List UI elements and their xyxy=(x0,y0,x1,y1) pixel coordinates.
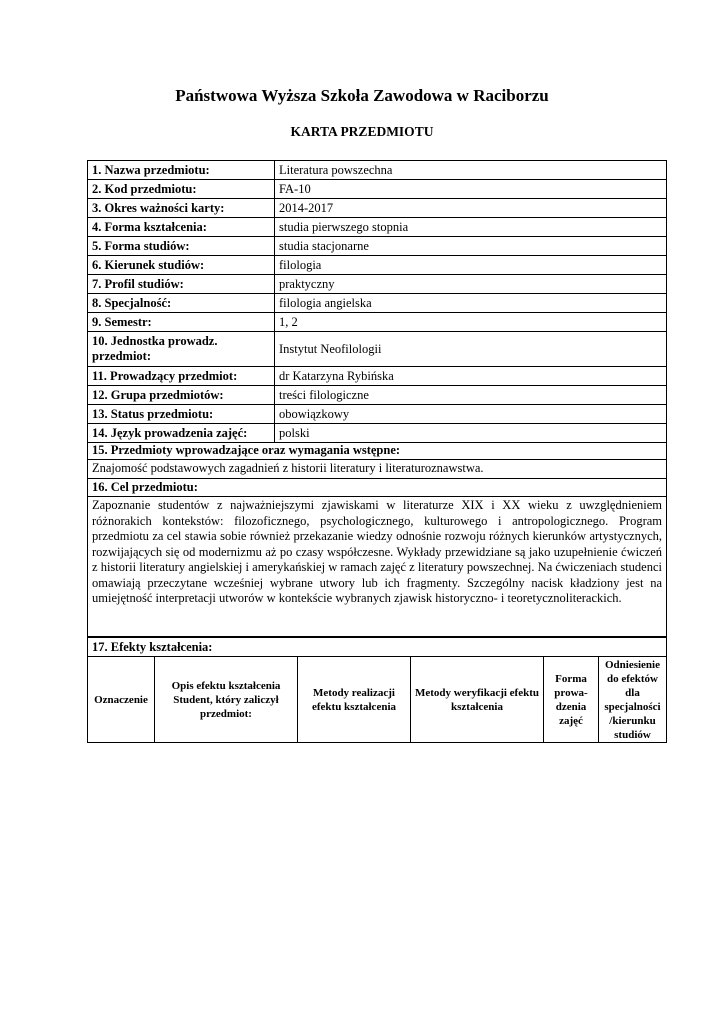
field-value: 2014-2017 xyxy=(275,199,667,218)
field-label: 3. Okres ważności karty: xyxy=(88,199,275,218)
field-label: 4. Forma kształcenia: xyxy=(88,218,275,237)
field-value: obowiązkowy xyxy=(275,405,667,424)
table-row xyxy=(88,218,667,237)
column-header: Metody weryfikacji efektu kształcenia xyxy=(411,657,544,743)
field-value: praktyczny xyxy=(275,275,667,294)
document-title: KARTA PRZEDMIOTU xyxy=(290,124,434,139)
field-label: 5. Forma studiów: xyxy=(88,237,275,256)
field-value: Instytut Neofilologii xyxy=(275,332,667,367)
field-label: 7. Profil studiów: xyxy=(88,275,275,294)
course-info-table xyxy=(87,160,667,443)
table-row xyxy=(88,237,667,256)
prerequisites-text: Znajomość podstawowych zagadnień z historii literatury i literaturoznawstwa. xyxy=(92,461,484,475)
column-header: Odniesienie do efektów dla specjalności /kierunku studiów xyxy=(599,657,667,743)
column-header: Forma prowa-dzenia zajęć xyxy=(544,657,599,743)
table-row xyxy=(88,386,667,405)
table-row xyxy=(88,313,667,332)
field-value: filologia xyxy=(275,256,667,275)
table-row xyxy=(88,180,667,199)
column-header: Metody realizacji efektu kształcenia xyxy=(298,657,411,743)
column-header: Opis efektu kształcenia Student, który zaliczył przedmiot: xyxy=(155,657,298,743)
learning-outcomes-heading: 17. Efekty kształcenia: xyxy=(88,638,667,657)
field-value: filologia angielska xyxy=(275,294,667,313)
field-label: 2. Kod przedmiotu: xyxy=(88,180,275,199)
course-goal-section xyxy=(87,478,667,637)
field-label: 1. Nazwa przedmiotu: xyxy=(88,161,275,180)
table-row xyxy=(88,405,667,424)
institution-name: Państwowa Wyższa Szkoła Zawodowa w Raciborzu xyxy=(175,86,549,105)
field-value: studia pierwszego stopnia xyxy=(275,218,667,237)
field-label: 8. Specjalność: xyxy=(88,294,275,313)
field-value: studia stacjonarne xyxy=(275,237,667,256)
field-label: 9. Semestr: xyxy=(88,313,275,332)
prerequisites-section xyxy=(87,441,667,479)
table-row xyxy=(88,256,667,275)
table-header-row xyxy=(88,657,667,743)
learning-outcomes-table xyxy=(87,637,667,743)
field-value: 1, 2 xyxy=(275,313,667,332)
field-value: dr Katarzyna Rybińska xyxy=(275,367,667,386)
table-row xyxy=(88,332,667,367)
course-goal-heading: 16. Cel przedmiotu: xyxy=(88,478,666,497)
course-goal-text: Zapoznanie studentów z najważniejszymi zjawiskami w literaturze XIX i XX wieku z uwzględnieniem różnorakich kontekstów: filozoficznego, psychologicznego, kulturowego i antropologicznego. Program przedmiotu za cel stawia sobie również przekazanie wiedzy odnośnie rozwoju różnych kierunków artystycznych, rozwijających się od modernizmu aż po czasy współczesne. Wykłady przewidziane są jako uzupełnienie ćwiczeń z historii literatury angielskiej i amerykańskiej w ramach zajęć z literatury powszechnej. Na ćwiczeniach studenci omawiają przeczytane wcześniej wybrane utwory lub ich fragmenty. Szczególny nacisk kładziony jest na umiejętność interpretacji utworów w kontekście wybranych zjawisk historyczno- i teoretycznoliterackich. xyxy=(92,498,662,605)
field-label: 12. Grupa przedmiotów: xyxy=(88,386,275,405)
field-label: 11. Prowadzący przedmiot: xyxy=(88,367,275,386)
prerequisites-heading: 15. Przedmioty wprowadzające oraz wymagania wstępne: xyxy=(88,441,666,460)
column-header: Oznaczenie xyxy=(88,657,155,743)
table-row xyxy=(88,275,667,294)
field-value: treści filologiczne xyxy=(275,386,667,405)
table-row xyxy=(88,161,667,180)
table-row xyxy=(88,424,667,443)
table-row xyxy=(88,367,667,386)
table-row xyxy=(88,199,667,218)
table-row xyxy=(88,294,667,313)
field-label: 13. Status przedmiotu: xyxy=(88,405,275,424)
field-value: polski xyxy=(275,424,667,443)
field-value: Literatura powszechna xyxy=(275,161,667,180)
field-label: 10. Jednostka prowadz. przedmiot: xyxy=(88,332,275,367)
field-label: 14. Język prowadzenia zajęć: xyxy=(88,424,275,443)
field-value: FA-10 xyxy=(275,180,667,199)
field-label: 6. Kierunek studiów: xyxy=(88,256,275,275)
